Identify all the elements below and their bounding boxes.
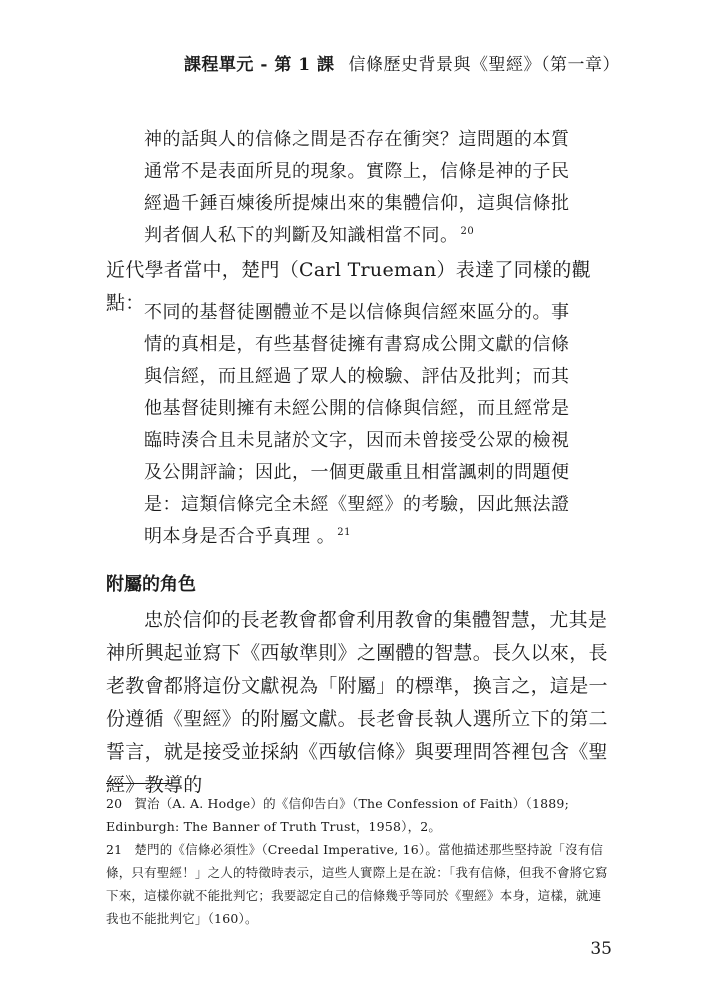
footnote-text: 賀治（A. A. Hodge）的《信仰告白》（The Confession of Faith）（1889; Edinburgh: The Banner of Truth Trust，1958），2。 <box>106 796 569 834</box>
section-paragraph: 忠於信仰的長老教會都會利用教會的集體智慧，尤其是神所興起並寫下《西敏準則》之團體的智慧。長久以來，長老教會都將這份文獻視為「附屬」的標準，換言之，這是一份遵循《聖經》的附屬文獻。長老會長執人選所立下的第二誓言，就是接受並採納《西敏信條》與要理問答裡包含《聖經》教導的 <box>106 609 608 796</box>
course-lesson-label: 課程單元 - 第 1 課 <box>183 55 335 75</box>
footnote-21 <box>106 838 611 930</box>
footnote-text: 楚門的《信條必須性》（Creedal Imperative, 16）。當他描述那些堅持說「沒有信條，只有聖經！」之人的特徵時表示，這些人實際上是在說：「我有信條，但我不會將它寫下來，這樣你就不能批判它；我要認定自己的信條幾乎等同於《聖經》本身，這樣，就連我也不能批判它」（160）。 <box>106 842 608 926</box>
footnote-number: 20 <box>106 796 123 811</box>
block-quote-1-text: 神的話與人的信條之間是否存在衝突？這問題的本質通常不是表面所見的現象。實際上，信條是神的子民經過千錘百煉後所提煉出來的集體信仰，這與信條批判者個人私下的判斷及知識相當不同。 <box>144 129 570 246</box>
footnote-ref-21[interactable]: 21 <box>337 527 351 538</box>
footnote-20 <box>106 792 611 838</box>
block-quote-1 <box>144 124 574 252</box>
block-quote-2 <box>144 297 574 553</box>
intro-paragraph: 近代學者當中，楚門（Carl Trueman）表達了同樣的觀點： <box>106 259 591 314</box>
page-number: 35 <box>590 939 612 959</box>
footnote-ref-20[interactable]: 20 <box>460 226 475 237</box>
footnote-divider <box>106 783 172 784</box>
section-heading: 附屬的角色 <box>106 574 196 595</box>
chapter-title: 信條歷史背景與《聖經》（第一章） <box>348 55 620 75</box>
block-quote-2-text: 不同的基督徒團體並不是以信條與信經來區分的。事情的真相是，有些基督徒擁有書寫成公開文獻的信條與信經，而且經過了眾人的檢驗、評估及批判；而其他基督徒則擁有未經公開的信條與信經，而且經常是臨時湊合且未見諸於文字，因而未曾接受公眾的檢視及公開評論；因此，一個更嚴重且相當諷刺的問題便是：這類信條完全未經《聖經》的考驗，因此無法證明本身是否合乎真理 。 <box>144 302 570 547</box>
footnotes <box>106 792 611 930</box>
running-header <box>0 50 620 75</box>
footnote-number: 21 <box>106 842 123 857</box>
